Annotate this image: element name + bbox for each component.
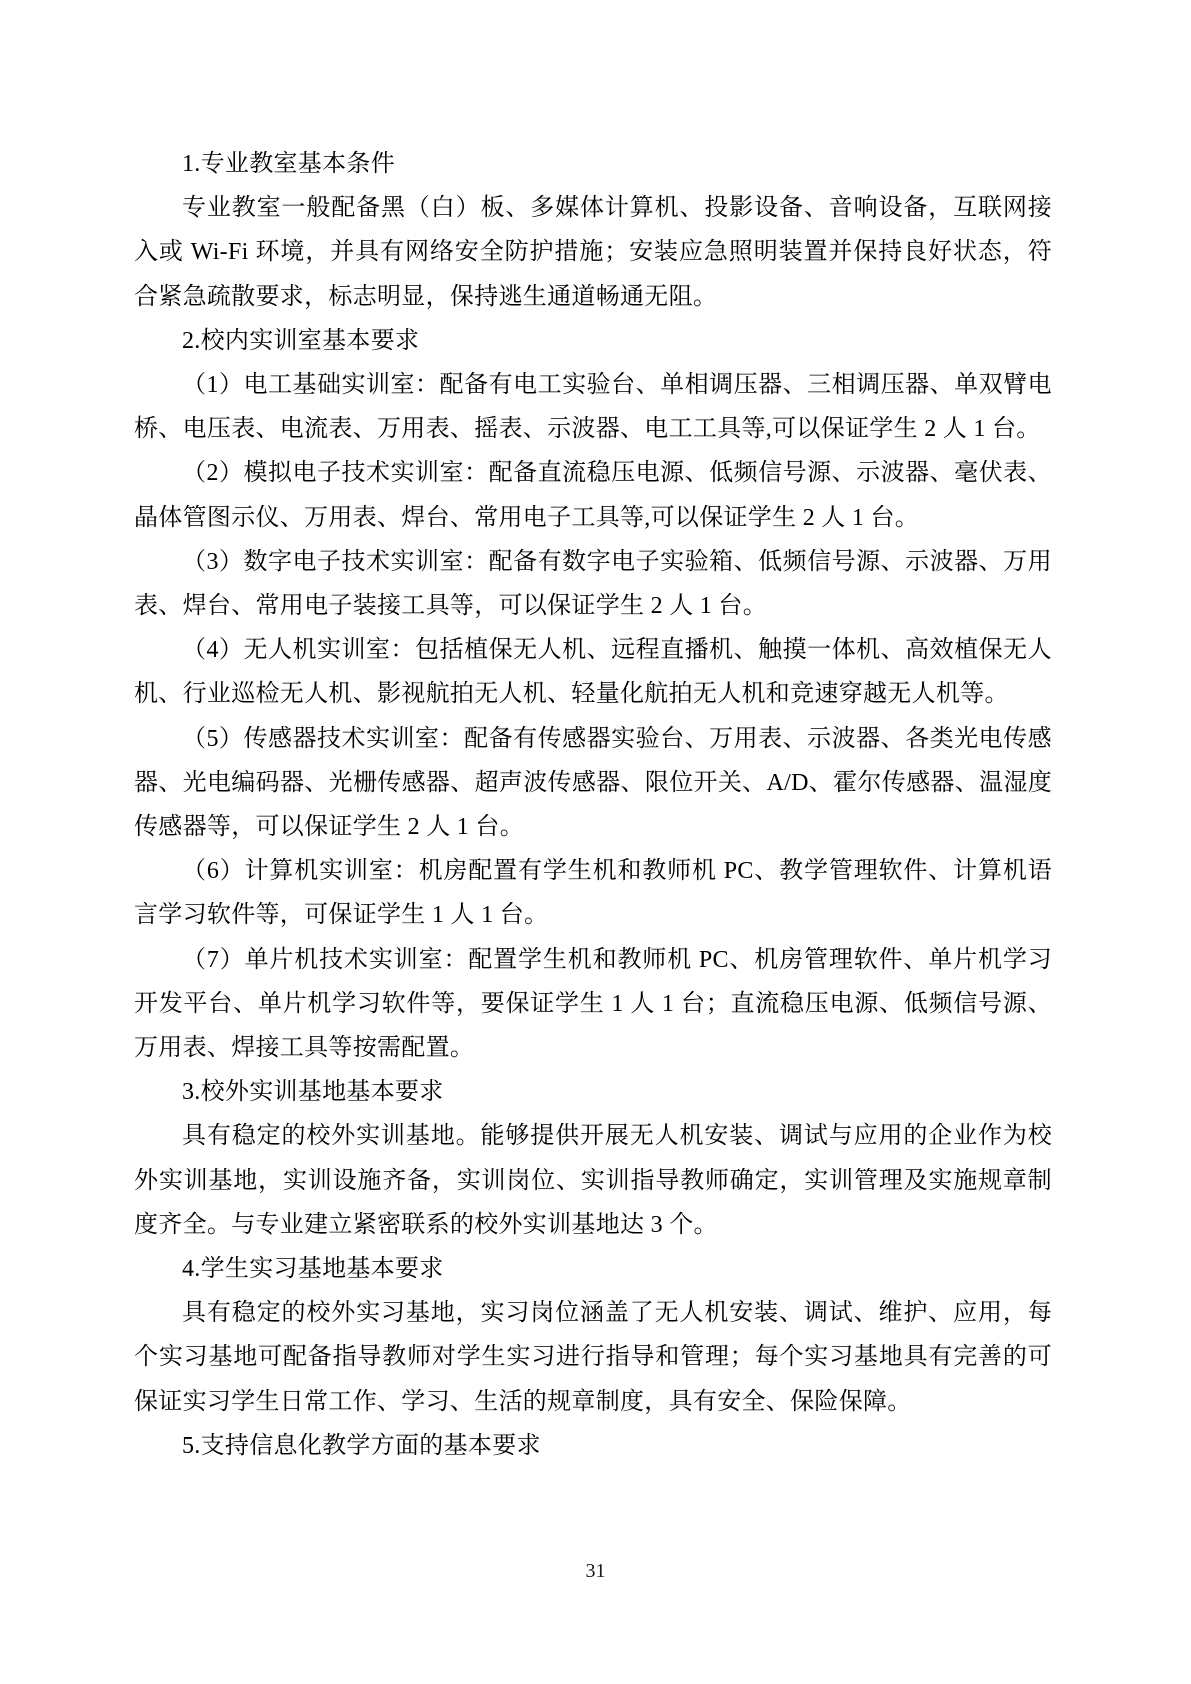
- section-3-paragraph: 具有稳定的校外实训基地。能够提供开展无人机安装、调试与应用的企业作为校外实训基地，实训设施齐备，实训岗位、实训指导教师确定，实训管理及实施规章制度齐全。与专业建立紧密联系的校外实训基地达 3 个。: [134, 1123, 1052, 1238]
- section-2-heading: 2.校内实训室基本要求: [182, 327, 420, 354]
- section-1-heading: 1.专业教室基本条件: [182, 151, 395, 177]
- training-room-item-6: （6）计算机实训室：机房配置有学生机和教师机 PC、教学管理软件、计算机语言学习软件等，可保证学生 1 人 1 台。: [134, 858, 1052, 929]
- section-5-heading: 5.支持信息化教学方面的基本要求: [182, 1432, 541, 1459]
- training-room-item-2: （2）模拟电子技术实训室：配备直流稳压电源、低频信号源、示波器、毫伏表、晶体管图示仪、万用表、焊台、常用电子工具等,可以保证学生 2 人 1 台。: [134, 460, 1052, 531]
- training-room-item-4: （4）无人机实训室：包括植保无人机、远程直播机、触摸一体机、高效植保无人机、行业巡检无人机、影视航拍无人机、轻量化航拍无人机和竞速穿越无人机等。: [134, 637, 1052, 708]
- section-4-heading: 4.学生实习基地基本要求: [182, 1256, 444, 1283]
- page-number: 31: [585, 1560, 606, 1582]
- document-body: [134, 142, 1052, 1468]
- training-room-item-5: （5）传感器技术实训室：配备有传感器实验台、万用表、示波器、各类光电传感器、光电编码器、光栅传感器、超声波传感器、限位开关、A/D、霍尔传感器、温湿度传感器等，可以保证学生 2 人 1 台。: [134, 725, 1052, 841]
- training-room-item-7: （7）单片机技术实训室：配置学生机和教师机 PC、机房管理软件、单片机学习开发平台、单片机学习软件等，要保证学生 1 人 1 台；直流稳压电源、低频信号源、万用表、焊接工具等按需配置。: [134, 946, 1052, 1062]
- section-4-paragraph: 具有稳定的校外实习基地，实习岗位涵盖了无人机安装、调试、维护、应用，每个实习基地可配备指导教师对学生实习进行指导和管理；每个实习基地具有完善的可保证实习学生日常工作、学习、生活的规章制度，具有安全、保险保障。: [134, 1300, 1052, 1415]
- training-room-item-3: （3）数字电子技术实训室：配备有数字电子实验箱、低频信号源、示波器、万用表、焊台、常用电子装接工具等，可以保证学生 2 人 1 台。: [134, 548, 1052, 620]
- training-room-item-1: （1）电工基础实训室：配备有电工实验台、单相调压器、三相调压器、单双臂电桥、电压表、电流表、万用表、摇表、示波器、电工工具等,可以保证学生 2 人 1 台。: [134, 372, 1052, 443]
- section-3-heading: 3.校外实训基地基本要求: [182, 1079, 444, 1106]
- section-1-paragraph: 专业教室一般配备黑（白）板、多媒体计算机、投影设备、音响设备，互联网接入或 Wi-Fi 环境，并具有网络安全防护措施；安装应急照明装置并保持良好状态，符合紧急疏散要求，标志明显，保持逃生通道畅通无阻。: [134, 195, 1052, 310]
